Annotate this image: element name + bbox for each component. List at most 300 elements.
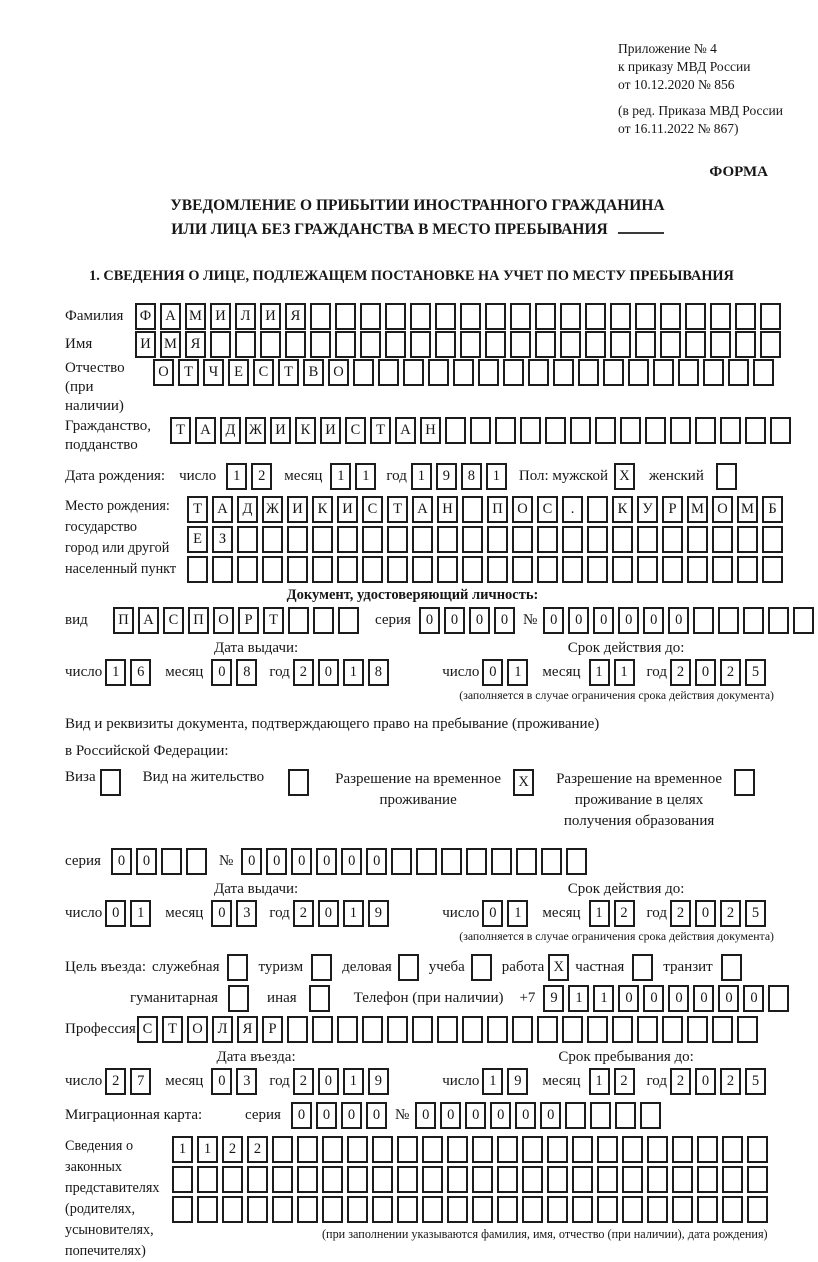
citizenship-cell[interactable]: Д <box>220 417 241 444</box>
entry-day-cell[interactable]: 7 <box>130 1068 151 1095</box>
representative-cell[interactable] <box>497 1196 518 1223</box>
identity-issue-year-cell[interactable]: 1 <box>343 659 364 686</box>
citizenship-cell[interactable] <box>595 417 616 444</box>
birth-place-cell[interactable]: К <box>312 496 333 523</box>
representative-cell[interactable] <box>197 1196 218 1223</box>
phone-digit-cell[interactable]: 0 <box>743 985 764 1012</box>
birth-place-cell[interactable] <box>487 526 508 553</box>
representative-cell[interactable] <box>572 1136 593 1163</box>
patronymic-cell[interactable] <box>678 359 699 386</box>
birth-place-cell[interactable] <box>537 556 558 583</box>
surname-cell[interactable] <box>710 303 731 330</box>
profession-cell[interactable] <box>337 1016 358 1043</box>
representative-cell[interactable] <box>372 1196 393 1223</box>
profession-cell[interactable]: Л <box>212 1016 233 1043</box>
firstname-cell[interactable] <box>685 331 706 358</box>
birth-place-cell[interactable] <box>712 556 733 583</box>
patronymic-cell[interactable]: Т <box>278 359 299 386</box>
citizenship-cell[interactable] <box>545 417 566 444</box>
phone-digit-cell[interactable]: 0 <box>718 985 739 1012</box>
patronymic-cell[interactable] <box>703 359 724 386</box>
representative-cell[interactable] <box>347 1136 368 1163</box>
representative-cell[interactable] <box>672 1166 693 1193</box>
profession-cell[interactable] <box>637 1016 658 1043</box>
entry-year-cell[interactable]: 9 <box>368 1068 389 1095</box>
residence-permit-checkbox[interactable] <box>288 769 309 796</box>
purpose-transit-checkbox[interactable] <box>721 954 742 981</box>
identity-kind-cell[interactable] <box>288 607 309 634</box>
birth-place-cell[interactable]: Ж <box>262 496 283 523</box>
identity-expiry-day-cell[interactable]: 1 <box>507 659 528 686</box>
entry-year-cell[interactable]: 1 <box>343 1068 364 1095</box>
entry-year-cell[interactable]: 2 <box>293 1068 314 1095</box>
representative-cell[interactable] <box>322 1136 343 1163</box>
birth-place-cell[interactable] <box>462 526 483 553</box>
profession-cell[interactable]: Р <box>262 1016 283 1043</box>
citizenship-cell[interactable]: А <box>195 417 216 444</box>
residence-number-cell[interactable]: 0 <box>241 848 262 875</box>
surname-cell[interactable] <box>510 303 531 330</box>
representative-cell[interactable] <box>397 1196 418 1223</box>
birth-place-cell[interactable]: . <box>562 496 583 523</box>
profession-cell[interactable] <box>712 1016 733 1043</box>
surname-cell[interactable]: Л <box>235 303 256 330</box>
citizenship-cell[interactable] <box>695 417 716 444</box>
female-checkbox[interactable] <box>716 463 737 490</box>
surname-cell[interactable] <box>560 303 581 330</box>
firstname-cell[interactable] <box>210 331 231 358</box>
migration-series-cell[interactable]: 0 <box>341 1102 362 1129</box>
representative-cell[interactable] <box>272 1166 293 1193</box>
residence-issue-day-cell[interactable]: 1 <box>130 900 151 927</box>
surname-cell[interactable] <box>360 303 381 330</box>
phone-digit-cell[interactable] <box>768 985 789 1012</box>
profession-cell[interactable] <box>387 1016 408 1043</box>
birth-place-cell[interactable] <box>262 556 283 583</box>
purpose-other-checkbox[interactable] <box>309 985 330 1012</box>
visa-checkbox[interactable] <box>100 769 121 796</box>
birth-place-cell[interactable] <box>612 526 633 553</box>
patronymic-cell[interactable]: Т <box>178 359 199 386</box>
birth-place-cell[interactable]: У <box>637 496 658 523</box>
identity-number-cell[interactable] <box>743 607 764 634</box>
representative-cell[interactable] <box>647 1196 668 1223</box>
surname-cell[interactable] <box>460 303 481 330</box>
birth-year-cell[interactable]: 1 <box>486 463 507 490</box>
birth-place-cell[interactable] <box>412 556 433 583</box>
firstname-cell[interactable] <box>410 331 431 358</box>
purpose-humanitarian-checkbox[interactable] <box>228 985 249 1012</box>
stay-month-cell[interactable]: 2 <box>614 1068 635 1095</box>
birth-place-cell[interactable]: Б <box>762 496 783 523</box>
identity-issue-year-cell[interactable]: 0 <box>318 659 339 686</box>
surname-cell[interactable] <box>410 303 431 330</box>
birth-place-cell[interactable] <box>762 556 783 583</box>
residence-number-cell[interactable] <box>391 848 412 875</box>
migration-number-cell[interactable]: 0 <box>465 1102 486 1129</box>
patronymic-cell[interactable] <box>428 359 449 386</box>
birth-place-cell[interactable] <box>312 526 333 553</box>
identity-number-cell[interactable]: 0 <box>593 607 614 634</box>
birth-place-cell[interactable]: М <box>737 496 758 523</box>
profession-cell[interactable] <box>612 1016 633 1043</box>
surname-cell[interactable] <box>385 303 406 330</box>
surname-cell[interactable] <box>685 303 706 330</box>
male-checkbox[interactable]: X <box>614 463 635 490</box>
representative-cell[interactable] <box>522 1136 543 1163</box>
patronymic-cell[interactable] <box>528 359 549 386</box>
representative-cell[interactable] <box>522 1196 543 1223</box>
representative-cell[interactable]: 2 <box>247 1136 268 1163</box>
representative-cell[interactable] <box>497 1166 518 1193</box>
patronymic-cell[interactable] <box>453 359 474 386</box>
birth-place-cell[interactable]: Р <box>662 496 683 523</box>
representative-cell[interactable]: 1 <box>197 1136 218 1163</box>
migration-series-cell[interactable]: 0 <box>316 1102 337 1129</box>
firstname-cell[interactable] <box>310 331 331 358</box>
migration-number-cell[interactable]: 0 <box>415 1102 436 1129</box>
identity-issue-day-cell[interactable]: 6 <box>130 659 151 686</box>
surname-cell[interactable]: И <box>210 303 231 330</box>
representative-cell[interactable] <box>447 1196 468 1223</box>
citizenship-cell[interactable]: Т <box>170 417 191 444</box>
representative-cell[interactable] <box>622 1136 643 1163</box>
representative-cell[interactable] <box>497 1136 518 1163</box>
identity-expiry-year-cell[interactable]: 0 <box>695 659 716 686</box>
representative-cell[interactable] <box>572 1196 593 1223</box>
residence-number-cell[interactable]: 0 <box>316 848 337 875</box>
surname-cell[interactable]: М <box>185 303 206 330</box>
representative-cell[interactable] <box>172 1196 193 1223</box>
birth-place-cell[interactable] <box>362 556 383 583</box>
birth-place-cell[interactable]: О <box>512 496 533 523</box>
citizenship-cell[interactable] <box>445 417 466 444</box>
birth-place-cell[interactable] <box>437 526 458 553</box>
profession-cell[interactable] <box>587 1016 608 1043</box>
birth-place-cell[interactable] <box>487 556 508 583</box>
representative-cell[interactable] <box>372 1136 393 1163</box>
entry-month-cell[interactable]: 3 <box>236 1068 257 1095</box>
birth-place-cell[interactable] <box>587 526 608 553</box>
representative-cell[interactable] <box>397 1166 418 1193</box>
profession-cell[interactable] <box>512 1016 533 1043</box>
birth-place-cell[interactable] <box>387 556 408 583</box>
citizenship-cell[interactable]: Т <box>370 417 391 444</box>
birth-place-cell[interactable] <box>512 526 533 553</box>
firstname-cell[interactable] <box>635 331 656 358</box>
patronymic-cell[interactable] <box>503 359 524 386</box>
patronymic-cell[interactable] <box>653 359 674 386</box>
purpose-work-checkbox[interactable]: X <box>548 954 569 981</box>
identity-series-cell[interactable]: 0 <box>444 607 465 634</box>
representative-cell[interactable] <box>222 1166 243 1193</box>
firstname-cell[interactable] <box>385 331 406 358</box>
surname-cell[interactable] <box>735 303 756 330</box>
birth-place-cell[interactable]: С <box>362 496 383 523</box>
birth-place-cell[interactable] <box>537 526 558 553</box>
residence-expiry-year-cell[interactable]: 2 <box>670 900 691 927</box>
birth-place-cell[interactable]: М <box>687 496 708 523</box>
stay-day-cell[interactable]: 9 <box>507 1068 528 1095</box>
profession-cell[interactable]: С <box>137 1016 158 1043</box>
residence-series-cell[interactable] <box>161 848 182 875</box>
profession-cell[interactable] <box>487 1016 508 1043</box>
surname-cell[interactable] <box>335 303 356 330</box>
birth-place-cell[interactable] <box>712 526 733 553</box>
residence-expiry-day-cell[interactable]: 1 <box>507 900 528 927</box>
birth-place-cell[interactable]: О <box>712 496 733 523</box>
representative-cell[interactable]: 2 <box>222 1136 243 1163</box>
representative-cell[interactable] <box>672 1136 693 1163</box>
identity-issue-month-cell[interactable]: 8 <box>236 659 257 686</box>
surname-cell[interactable]: А <box>160 303 181 330</box>
firstname-cell[interactable] <box>560 331 581 358</box>
birth-place-cell[interactable]: З <box>212 526 233 553</box>
representative-cell[interactable] <box>597 1136 618 1163</box>
citizenship-cell[interactable] <box>745 417 766 444</box>
residence-expiry-year-cell[interactable]: 5 <box>745 900 766 927</box>
residence-expiry-year-cell[interactable]: 2 <box>720 900 741 927</box>
profession-cell[interactable] <box>462 1016 483 1043</box>
birth-place-cell[interactable] <box>312 556 333 583</box>
birth-place-cell[interactable] <box>262 526 283 553</box>
patronymic-cell[interactable] <box>553 359 574 386</box>
birth-place-cell[interactable] <box>612 556 633 583</box>
firstname-cell[interactable] <box>335 331 356 358</box>
identity-issue-year-cell[interactable]: 8 <box>368 659 389 686</box>
stay-year-cell[interactable]: 2 <box>670 1068 691 1095</box>
profession-cell[interactable]: О <box>187 1016 208 1043</box>
representative-cell[interactable] <box>247 1196 268 1223</box>
birth-place-cell[interactable] <box>587 556 608 583</box>
residence-expiry-month-cell[interactable]: 2 <box>614 900 635 927</box>
citizenship-cell[interactable] <box>670 417 691 444</box>
residence-number-cell[interactable] <box>491 848 512 875</box>
birth-place-cell[interactable] <box>587 496 608 523</box>
representative-cell[interactable] <box>597 1166 618 1193</box>
birth-year-cell[interactable]: 9 <box>436 463 457 490</box>
identity-number-cell[interactable] <box>768 607 789 634</box>
identity-number-cell[interactable] <box>693 607 714 634</box>
representative-cell[interactable] <box>247 1166 268 1193</box>
identity-number-cell[interactable]: 0 <box>643 607 664 634</box>
birth-place-cell[interactable] <box>237 526 258 553</box>
migration-number-cell[interactable] <box>640 1102 661 1129</box>
residence-number-cell[interactable]: 0 <box>366 848 387 875</box>
representative-cell[interactable] <box>622 1196 643 1223</box>
birth-day-cell[interactable]: 2 <box>251 463 272 490</box>
firstname-cell[interactable] <box>510 331 531 358</box>
identity-expiry-month-cell[interactable]: 1 <box>614 659 635 686</box>
representative-cell[interactable] <box>697 1166 718 1193</box>
entry-year-cell[interactable]: 0 <box>318 1068 339 1095</box>
citizenship-cell[interactable]: И <box>270 417 291 444</box>
representative-cell[interactable] <box>622 1166 643 1193</box>
representative-cell[interactable] <box>272 1196 293 1223</box>
representative-cell[interactable] <box>747 1166 768 1193</box>
surname-cell[interactable] <box>660 303 681 330</box>
birth-place-cell[interactable] <box>762 526 783 553</box>
identity-kind-cell[interactable] <box>313 607 334 634</box>
representative-cell[interactable] <box>472 1136 493 1163</box>
patronymic-cell[interactable] <box>728 359 749 386</box>
profession-cell[interactable] <box>687 1016 708 1043</box>
citizenship-cell[interactable] <box>570 417 591 444</box>
birth-place-cell[interactable] <box>237 556 258 583</box>
representative-cell[interactable] <box>647 1136 668 1163</box>
patronymic-cell[interactable] <box>753 359 774 386</box>
patronymic-cell[interactable]: В <box>303 359 324 386</box>
migration-number-cell[interactable]: 0 <box>490 1102 511 1129</box>
purpose-service-checkbox[interactable] <box>227 954 248 981</box>
birth-place-cell[interactable]: К <box>612 496 633 523</box>
phone-digit-cell[interactable]: 0 <box>618 985 639 1012</box>
firstname-cell[interactable]: И <box>135 331 156 358</box>
identity-expiry-year-cell[interactable]: 5 <box>745 659 766 686</box>
identity-series-cell[interactable]: 0 <box>419 607 440 634</box>
surname-cell[interactable] <box>585 303 606 330</box>
birth-place-cell[interactable]: Н <box>437 496 458 523</box>
representative-cell[interactable] <box>747 1196 768 1223</box>
representative-cell[interactable] <box>697 1136 718 1163</box>
firstname-cell[interactable] <box>660 331 681 358</box>
representative-cell[interactable] <box>347 1166 368 1193</box>
surname-cell[interactable] <box>535 303 556 330</box>
representative-cell[interactable] <box>747 1136 768 1163</box>
identity-expiry-year-cell[interactable]: 2 <box>670 659 691 686</box>
representative-cell[interactable] <box>422 1196 443 1223</box>
firstname-cell[interactable]: Я <box>185 331 206 358</box>
birth-place-cell[interactable] <box>437 556 458 583</box>
representative-cell[interactable] <box>697 1196 718 1223</box>
identity-number-cell[interactable] <box>718 607 739 634</box>
stay-year-cell[interactable]: 5 <box>745 1068 766 1095</box>
citizenship-cell[interactable] <box>470 417 491 444</box>
profession-cell[interactable]: Т <box>162 1016 183 1043</box>
representative-cell[interactable] <box>597 1196 618 1223</box>
identity-kind-cell[interactable]: Р <box>238 607 259 634</box>
identity-expiry-day-cell[interactable]: 0 <box>482 659 503 686</box>
purpose-tourism-checkbox[interactable] <box>311 954 332 981</box>
residence-issue-year-cell[interactable]: 2 <box>293 900 314 927</box>
identity-kind-cell[interactable]: А <box>138 607 159 634</box>
migration-series-cell[interactable]: 0 <box>291 1102 312 1129</box>
identity-issue-day-cell[interactable]: 1 <box>105 659 126 686</box>
representative-cell[interactable]: 1 <box>172 1136 193 1163</box>
representative-cell[interactable] <box>547 1196 568 1223</box>
representative-cell[interactable] <box>447 1136 468 1163</box>
representative-cell[interactable] <box>722 1136 743 1163</box>
firstname-cell[interactable] <box>710 331 731 358</box>
representative-cell[interactable] <box>472 1196 493 1223</box>
birth-place-cell[interactable]: А <box>412 496 433 523</box>
firstname-cell[interactable] <box>585 331 606 358</box>
profession-cell[interactable]: Я <box>237 1016 258 1043</box>
birth-year-cell[interactable]: 1 <box>411 463 432 490</box>
firstname-cell[interactable] <box>735 331 756 358</box>
representative-cell[interactable] <box>647 1166 668 1193</box>
residence-issue-month-cell[interactable]: 0 <box>211 900 232 927</box>
migration-number-cell[interactable] <box>590 1102 611 1129</box>
representative-cell[interactable] <box>447 1166 468 1193</box>
representative-cell[interactable] <box>272 1136 293 1163</box>
phone-digit-cell[interactable]: 9 <box>543 985 564 1012</box>
citizenship-cell[interactable]: К <box>295 417 316 444</box>
residence-number-cell[interactable] <box>541 848 562 875</box>
birth-place-cell[interactable] <box>637 526 658 553</box>
patronymic-cell[interactable]: О <box>328 359 349 386</box>
birth-place-cell[interactable] <box>287 556 308 583</box>
phone-digit-cell[interactable]: 1 <box>568 985 589 1012</box>
phone-digit-cell[interactable]: 0 <box>643 985 664 1012</box>
firstname-cell[interactable] <box>460 331 481 358</box>
patronymic-cell[interactable] <box>578 359 599 386</box>
stay-year-cell[interactable]: 2 <box>720 1068 741 1095</box>
residence-issue-year-cell[interactable]: 9 <box>368 900 389 927</box>
birth-place-cell[interactable] <box>337 556 358 583</box>
identity-kind-cell[interactable]: С <box>163 607 184 634</box>
stay-day-cell[interactable]: 1 <box>482 1068 503 1095</box>
representative-cell[interactable] <box>347 1196 368 1223</box>
surname-cell[interactable] <box>635 303 656 330</box>
identity-kind-cell[interactable]: Т <box>263 607 284 634</box>
representative-cell[interactable] <box>322 1166 343 1193</box>
residence-series-cell[interactable] <box>186 848 207 875</box>
residence-number-cell[interactable]: 0 <box>266 848 287 875</box>
firstname-cell[interactable] <box>235 331 256 358</box>
surname-cell[interactable] <box>310 303 331 330</box>
birth-place-cell[interactable]: И <box>287 496 308 523</box>
identity-issue-month-cell[interactable]: 0 <box>211 659 232 686</box>
identity-kind-cell[interactable] <box>338 607 359 634</box>
birth-place-cell[interactable] <box>562 526 583 553</box>
firstname-cell[interactable] <box>260 331 281 358</box>
migration-number-cell[interactable]: 0 <box>540 1102 561 1129</box>
profession-cell[interactable] <box>287 1016 308 1043</box>
residence-issue-year-cell[interactable]: 0 <box>318 900 339 927</box>
surname-cell[interactable] <box>485 303 506 330</box>
birth-place-cell[interactable] <box>687 526 708 553</box>
patronymic-cell[interactable] <box>378 359 399 386</box>
surname-cell[interactable]: Ф <box>135 303 156 330</box>
identity-kind-cell[interactable]: П <box>113 607 134 634</box>
profession-cell[interactable] <box>312 1016 333 1043</box>
birth-place-cell[interactable] <box>387 526 408 553</box>
representative-cell[interactable] <box>297 1136 318 1163</box>
birth-year-cell[interactable]: 8 <box>461 463 482 490</box>
identity-number-cell[interactable]: 0 <box>618 607 639 634</box>
birth-place-cell[interactable]: Д <box>237 496 258 523</box>
birth-place-cell[interactable] <box>212 556 233 583</box>
identity-number-cell[interactable] <box>793 607 814 634</box>
surname-cell[interactable]: И <box>260 303 281 330</box>
firstname-cell[interactable] <box>535 331 556 358</box>
patronymic-cell[interactable] <box>353 359 374 386</box>
firstname-cell[interactable] <box>610 331 631 358</box>
edu-residence-checkbox[interactable] <box>734 769 755 796</box>
residence-issue-month-cell[interactable]: 3 <box>236 900 257 927</box>
profession-cell[interactable] <box>537 1016 558 1043</box>
birth-place-cell[interactable]: А <box>212 496 233 523</box>
profession-cell[interactable] <box>412 1016 433 1043</box>
birth-place-cell[interactable]: Т <box>187 496 208 523</box>
migration-number-cell[interactable]: 0 <box>515 1102 536 1129</box>
citizenship-cell[interactable]: А <box>395 417 416 444</box>
identity-series-cell[interactable]: 0 <box>494 607 515 634</box>
identity-kind-cell[interactable]: О <box>213 607 234 634</box>
citizenship-cell[interactable] <box>770 417 791 444</box>
phone-digit-cell[interactable]: 0 <box>693 985 714 1012</box>
